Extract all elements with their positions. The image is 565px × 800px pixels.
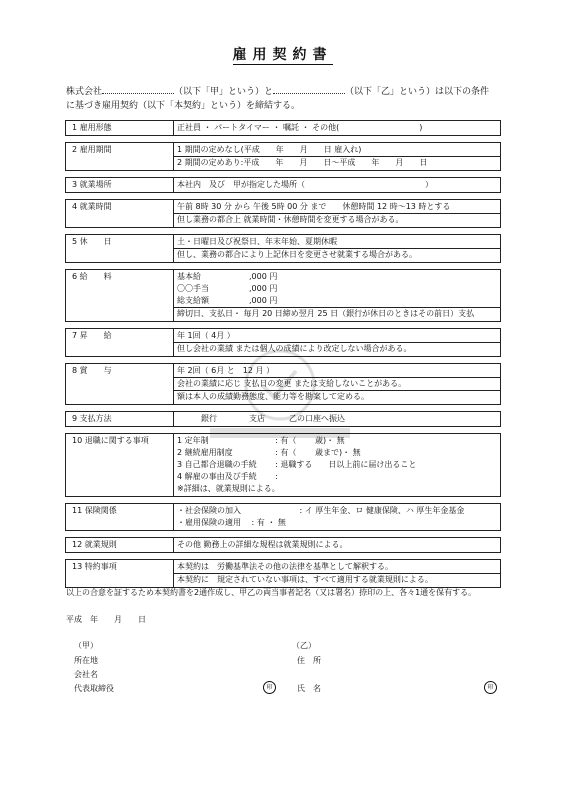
party-a-label: （甲） [74,641,98,650]
watermark-logo [170,330,390,450]
row-heading: 6 給 料 [66,270,174,322]
contract-row [66,178,501,193]
contract-row [66,560,501,588]
blank-employee-field[interactable] [273,84,345,94]
row-heading: 8 賞 与 [66,364,174,405]
row-line: ・社会保険の加入 : イ 厚生年金、ロ 健康保険、ハ 厚生年金基金 [177,506,465,515]
contract-row [66,200,501,228]
row-heading: 12 就業規則 [66,538,174,553]
contract-row [66,235,501,263]
party-a-company: 会社名 [74,670,98,679]
intro-kou-label: （以下「甲」という）と [174,87,274,97]
contract-row [66,270,501,322]
row-line: ※詳細は、就業規則による。 [177,484,280,493]
contract-row [66,504,501,531]
seal-mark-a: 印 [263,681,276,694]
contract-row [66,143,501,171]
row-line: 〇〇手当 ,000 円 [177,284,278,293]
title-underline [233,64,333,65]
row-heading: 9 支払方法 [66,412,174,427]
party-b-name: 氏 名 [297,684,321,693]
row-content [174,121,501,136]
row-line: 但し、業務の都合により上記休日を変更させ就業する場合がある。 [174,248,500,261]
row-line: 年 1回（ 4月 ） [177,331,235,340]
row-line: 4 解雇の事由及び手続 : [177,472,278,481]
row-line: 1 期間の定めなし(平成 年 月 日 雇入れ) [177,145,362,154]
row-line: 本契約に 規定されていない事項は、すべて適用する就業規則による。 [174,573,500,586]
row-line: 額は本人の成績勤務態度、能力等を勘案して定める。 [174,390,500,403]
row-line: 総支給額 ,000 円 [177,296,278,305]
contract-date: 平成 年 月 日 [66,615,146,624]
row-line: 3 自己都合退職の手続 : 退職する 日以上前に届け出ること [177,460,417,469]
contract-row [66,538,501,553]
party-a-address: 所在地 [74,656,98,665]
row-line: 本契約は 労働基準法その他の法律を基準として解釈する。 [177,562,393,571]
blank-company-field[interactable] [102,84,174,94]
row-heading: 4 就業時間 [66,200,174,228]
row-line: 正社員 ・ パートタイマー ・ 嘱託 ・ その他( ) [177,123,423,132]
row-spacer [66,136,501,143]
row-line: 締切日、支払日・ 毎月 20 日締め翌月 25 日（銀行が休日のときはその前日）支払 [174,307,500,320]
row-line: 2 継続雇用制度 : 有（ 歳まで)・ 無 [177,448,361,457]
row-spacer [66,193,501,200]
row-line: 銀行 支店 乙の口座へ振込 [177,414,345,423]
party-b-address: 住 所 [297,656,321,665]
row-spacer [66,228,501,235]
closing-statement: 以上の合意を証するため本契約書を2通作成し、甲乙の両当事者記名（又は署名）捺印の上、各々1通を保有する。 [66,588,477,597]
intro-line-2: に基づき雇用契約（以下「本契約」という）を締結する。 [66,101,301,111]
row-line: 午前 8時 30 分 から 午後 5時 00 分 まで 休憩時間 12 時〜13 時とする [177,202,451,211]
row-line: 土・日曜日及び祝祭日、年末年始、夏期休暇 [177,237,337,246]
row-line: 但し会社の業績 または個人の成績により改定しない場合がある。 [174,342,500,355]
row-heading: 13 特約事項 [66,560,174,588]
row-spacer [66,531,501,538]
intro-otsu-label: （以下「乙」という）は以下の条件 [345,87,490,97]
row-content [174,200,501,228]
row-line: 基本給 ,000 円 [177,272,278,281]
row-content [174,538,501,553]
row-content [174,143,501,171]
row-heading: 10 退職に関する事項 [66,434,174,497]
row-line: その他 勤務上の詳細な規程は就業規則による。 [177,540,348,549]
row-spacer [66,263,501,270]
row-heading: 5 休 日 [66,235,174,263]
row-heading: 1 雇用形態 [66,121,174,136]
row-line: 本社内 及び 甲が指定した場所（ ） [177,180,433,189]
row-heading: 11 保険関係 [66,504,174,531]
party-a-representative: 代表取締役 [74,684,114,693]
intro-line-1 [66,84,489,97]
row-line: 但し業務の都合上 就業時間・休憩時間を変更する場合がある。 [174,213,500,226]
row-spacer [66,553,501,560]
row-spacer [66,497,501,504]
party-b-label: （乙） [292,641,316,650]
row-heading: 2 雇用期間 [66,143,174,171]
row-content [174,560,501,588]
seal-mark-b: 印 [484,681,497,694]
row-heading: 3 就業場所 [66,178,174,193]
row-line: 年 2回（ 6月 と 12 月 ） [177,366,275,375]
contract-row [66,121,501,136]
row-content [174,270,501,322]
row-spacer [66,322,501,329]
row-heading: 7 昇 給 [66,329,174,357]
row-line: 会社の業績に応じ 支払日の変更 または支給しないことがある。 [174,377,500,390]
row-content [174,504,501,531]
row-line: 2 期間の定めあり:平成 年 月 日〜平成 年 月 日 [174,156,500,169]
row-content [174,235,501,263]
document-title: 雇用契約書 [232,47,333,63]
row-line: 1 定年制 : 有（ 歳)・ 無 [177,436,345,445]
row-content [174,178,501,193]
intro-company-label: 株式会社 [66,87,103,97]
row-line: ・雇用保険の適用 : 有 ・ 無 [177,518,286,527]
row-spacer [66,171,501,178]
